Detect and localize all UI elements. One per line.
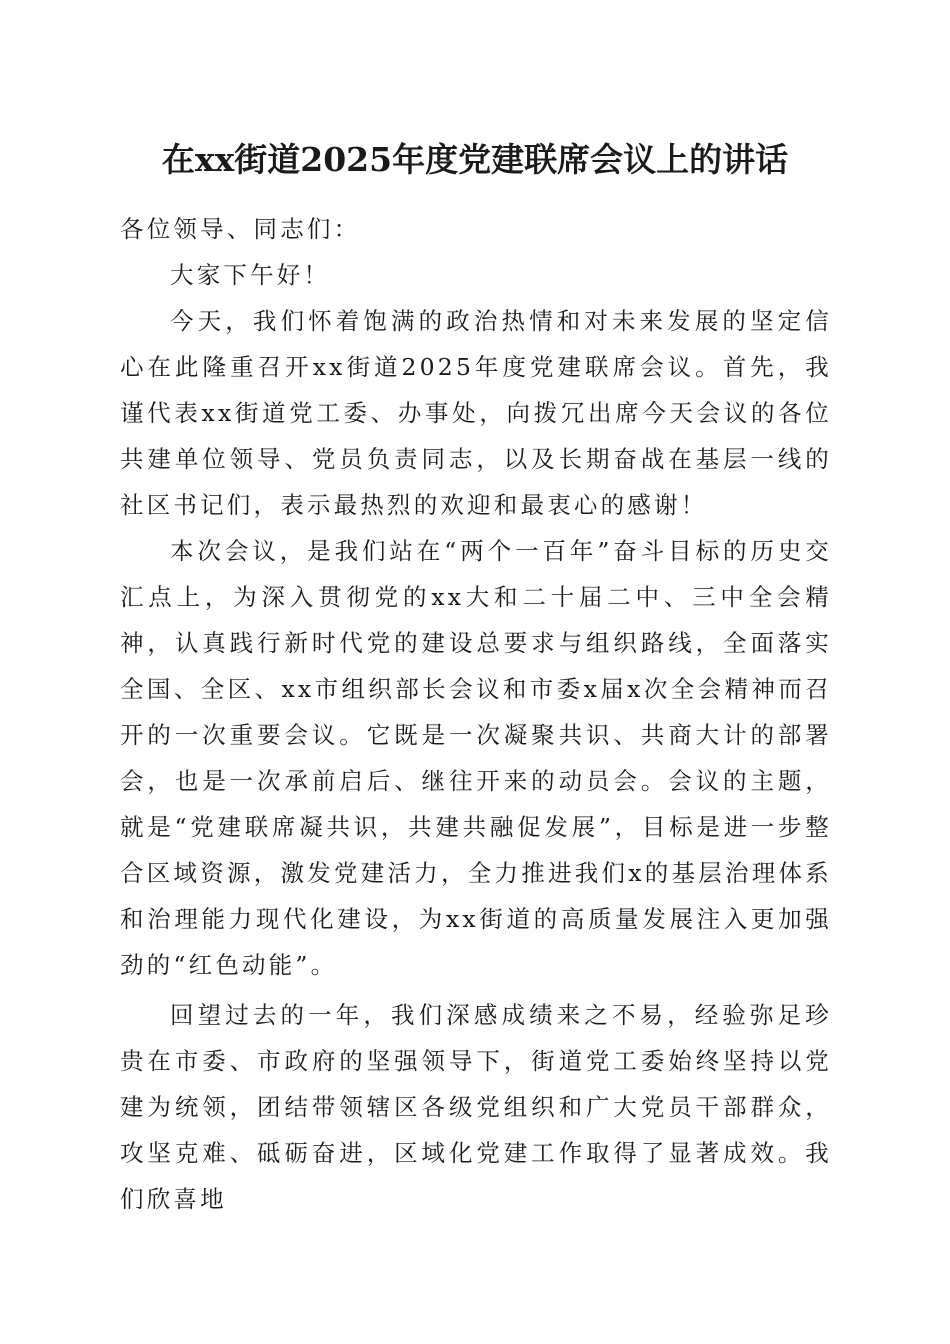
document-body xyxy=(120,206,832,1222)
paragraph-meeting-purpose: 本次会议，是我们站在“两个一百年”奋斗目标的历史交汇点上，为深入贯彻党的xx大和二十届二中、三中全会精神，认真践行新时代党的建设总要求与组织路线，全面落实全国、全区、xx市组织部长会议和市委x届x次全会精神而召开的一次重要会议。它既是一次凝聚共识、共商大计的部署会，也是一次承前启后、继往开来的动员会。会议的主题，就是“党建联席凝共识，共建共融促发展”，目标是进一步整合区域资源，激发党建活力，全力推进我们x的基层治理体系和治理能力现代化建设，为xx街道的高质量发展注入更加强劲的“红色动能”。 xyxy=(120,537,832,979)
paragraph-review: 回望过去的一年，我们深感成绩来之不易，经验弥足珍贵在市委、市政府的坚强领导下，街道党工委始终坚持以党建为统领，团结带领辖区各级党组织和广大党员干部群众，攻坚克难、砥砺奋进，区域化党建工作取得了显著成效。我们欣喜地 xyxy=(120,1001,832,1213)
salutation: 各位领导、同志们： xyxy=(120,215,361,243)
document-title: 在xx街道2025年度党建联席会议上的讲话 xyxy=(161,140,789,179)
greeting: 大家下午好！ xyxy=(170,261,331,289)
paragraph-opening: 今天，我们怀着饱满的政治热情和对未来发展的坚定信心在此隆重召开xx街道2025年度党建联席会议。首先，我谨代表xx街道党工委、办事处，向拨冗出席今天会议的各位共建单位领导、党员负责同志，以及长期奋战在基层一线的社区书记们，表示最热烈的欢迎和最衷心的感谢！ xyxy=(120,307,832,519)
